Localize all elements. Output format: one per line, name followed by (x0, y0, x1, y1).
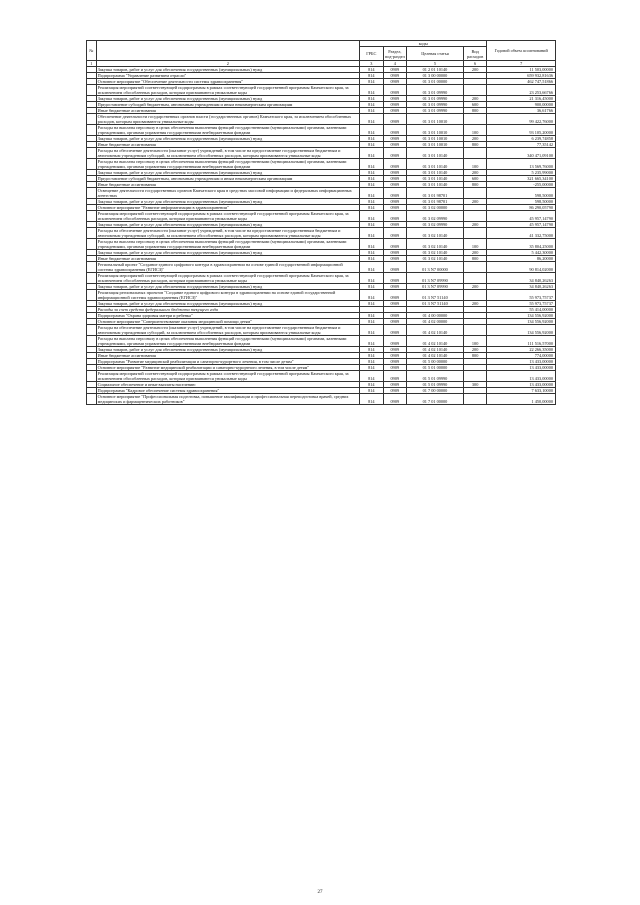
row-razdel: 0909 (383, 388, 407, 394)
table-body (87, 67, 556, 405)
row-razdel: 0909 (383, 228, 407, 239)
row-description: Социальное обеспечение и иные выплаты населению (96, 382, 359, 388)
row-vid (463, 325, 487, 336)
row-description: Реализация региональных проектов "Создание единого цифрового контура в здравоохранении на основе единой государственной информационной системы здравоохранения (ЕГИСЗ)" (96, 290, 359, 301)
row-amount: 598,50000 (487, 199, 556, 205)
row-target: 01 3 01 10140 (407, 170, 464, 176)
row-no-cell (87, 188, 97, 199)
row-target: 01 3 02 09990 (407, 222, 464, 228)
row-razdel: 0909 (383, 125, 407, 136)
row-target: 01 3 01 10140 (407, 159, 464, 170)
table-row (87, 290, 556, 301)
row-vid: 100 (463, 336, 487, 347)
row-target: 01 5 00 00000 (407, 359, 464, 365)
row-grbs: 814 (360, 211, 384, 222)
row-amount: 462 747,51866 (487, 79, 556, 85)
row-grbs: 814 (360, 108, 384, 114)
row-razdel: 0909 (383, 273, 407, 284)
row-description: Иные бюджетные ассигнования (96, 353, 359, 359)
row-target: 01 3 N7 51140 (407, 301, 464, 307)
row-description: Закупка товаров, работ и услуг для обеспечения государственных (муниципальных) нужд (96, 136, 359, 142)
row-description: Подпрограмма "Кадровое обеспечение системы здравоохранения" (96, 388, 359, 394)
row-target: 01 3 01 00000 (407, 79, 464, 85)
index-cell: 4 (383, 61, 407, 67)
row-description: Основное мероприятие "Совершенствование оказания медицинской помощи детям" (96, 319, 359, 325)
row-target: 01 3 01 09990 (407, 102, 464, 108)
row-amount: 11 503,00000 (487, 67, 556, 73)
row-description: Расходы на выплаты персоналу в целях обеспечения выполнения функций государственными (муниципальными) органами, казенными учреждениями, органами управления государственными внебюджетными фондами (96, 125, 359, 136)
row-amount: -255,00000 (487, 182, 556, 188)
row-target: 01 4 00 00000 (407, 313, 464, 319)
row-vid: 200 (463, 347, 487, 353)
row-grbs: 814 (360, 125, 384, 136)
row-amount: 13 433,00000 (487, 359, 556, 365)
row-description: Расходы на обеспечение деятельности (оказание услуг) учреждений, в том числе на предоставление государственным бюджетным и автономным учреждениям субсидий, за исключением обособленных расходов, которым присваиваются уникальные коды (96, 325, 359, 336)
row-vid (463, 262, 487, 273)
row-no-cell (87, 148, 97, 159)
row-razdel: 0909 (383, 336, 407, 347)
row-description: Расходы на выплаты персоналу в целях обеспечения выполнения функций государственными (муниципальными) органами, казенными учреждениями, органами управления государственными внебюджетными фондами (96, 336, 359, 347)
row-description: Основное мероприятие "Развитие медицинской реабилитации и санаторно-курортного лечения, в том числе детям" (96, 365, 359, 371)
row-razdel: 0909 (383, 67, 407, 73)
header-no: № (87, 41, 97, 61)
row-description: Основное мероприятие "Развитие информатизации в здравоохранении" (96, 205, 359, 211)
index-cell: 2 (96, 61, 359, 67)
row-razdel: 0909 (383, 262, 407, 273)
row-razdel: 0909 (383, 102, 407, 108)
row-amount: 6 239,74858 (487, 136, 556, 142)
row-grbs: 814 (360, 79, 384, 85)
row-amount: 55 414,00000 (487, 307, 556, 313)
row-vid (463, 371, 487, 382)
row-grbs: 814 (360, 136, 384, 142)
row-razdel: 0909 (383, 222, 407, 228)
row-description: Региональный проект "Создание единого цифрового контура в здравоохранении на основе единой государственной информационной системы здравоохранения (ЕГИСЗ)" (96, 262, 359, 273)
table-row (87, 114, 556, 125)
budget-table (86, 40, 556, 405)
row-amount: 86,20000 (487, 256, 556, 262)
row-amount: 659 932,81636 (487, 73, 556, 79)
row-description: Подпрограмма "Развитие медицинской реабилитации и санаторно-курортного лечения, в том числе детям" (96, 359, 359, 365)
row-description: Реализация мероприятий соответствующей подпрограммы в рамках соответствующей государственной программы Камчатского края, за исключением обособленных расходов, которым присваиваются уникальные коды (96, 273, 359, 284)
row-description: Иные бюджетные ассигнования (96, 256, 359, 262)
row-vid (463, 188, 487, 199)
row-vid: 100 (463, 159, 487, 170)
header-name (96, 41, 359, 61)
row-grbs: 814 (360, 301, 384, 307)
row-amount: 900,00000 (487, 102, 556, 108)
row-amount: 134 556,92000 (487, 319, 556, 325)
row-razdel: 0909 (383, 85, 407, 96)
row-amount: 22 266,35000 (487, 347, 556, 353)
row-grbs: 814 (360, 114, 384, 125)
row-grbs: 814 (360, 325, 384, 336)
row-description: Расходы на выплаты персоналу в целях обеспечения выполнения функций государственными (муниципальными) органами, казенными учреждениями, органами управления государственными внебюджетными фондами (96, 239, 359, 250)
row-vid: 200 (463, 301, 487, 307)
row-target: 01 3 02 09990 (407, 211, 464, 222)
row-grbs: 814 (360, 73, 384, 79)
row-target: 01 4 02 10140 (407, 325, 464, 336)
row-amount: 99 422,76000 (487, 114, 556, 125)
row-amount: 321 665,34100 (487, 176, 556, 182)
row-target: 01 3 02 10140 (407, 228, 464, 239)
header-razdel: Раздел, под-раздел (384, 48, 405, 59)
row-razdel: 0909 (383, 256, 407, 262)
row-razdel: 0909 (383, 73, 407, 79)
row-target: 01 3 01 10010 (407, 125, 464, 136)
row-grbs: 814 (360, 394, 384, 405)
row-grbs: 814 (360, 222, 384, 228)
row-amount: 5 442,30000 (487, 250, 556, 256)
row-description: Иные бюджетные ассигнования (96, 108, 359, 114)
table-row (87, 159, 556, 170)
row-amount: 5 235,99000 (487, 170, 556, 176)
row-vid (463, 394, 487, 405)
table-row (87, 211, 556, 222)
header-vid: Вид расходов (463, 47, 487, 61)
row-no-cell (87, 371, 97, 382)
row-amount: 86 290,05790 (487, 205, 556, 211)
header-amount: Годовой объем ассигнований (487, 41, 556, 61)
row-vid: 200 (463, 199, 487, 205)
row-grbs: 814 (360, 148, 384, 159)
row-grbs: 814 (360, 262, 384, 273)
row-grbs: 814 (360, 159, 384, 170)
row-no-cell (87, 125, 97, 136)
table-row (87, 336, 556, 347)
row-grbs: 814 (360, 365, 384, 371)
row-vid: 800 (463, 182, 487, 188)
row-target: 01 3 00 00000 (407, 73, 464, 79)
row-grbs: 814 (360, 371, 384, 382)
row-grbs: 814 (360, 176, 384, 182)
row-amount: 41 332,75000 (487, 228, 556, 239)
table-row (87, 394, 556, 405)
row-razdel: 0909 (383, 290, 407, 301)
table-row (87, 85, 556, 96)
row-amount: 35 804,25000 (487, 239, 556, 250)
index-cell: 7 (487, 61, 556, 67)
row-razdel: 0909 (383, 159, 407, 170)
row-amount: 93 105,20000 (487, 125, 556, 136)
row-description: Закупка товаров, работ и услуг для обеспечения государственных (муниципальных) нужд (96, 250, 359, 256)
row-target: 01 4 02 10140 (407, 336, 464, 347)
row-description: Закупка товаров, работ и услуг для обеспечения государственных (муниципальных) нужд (96, 199, 359, 205)
row-amount: 45 957,14790 (487, 211, 556, 222)
row-target: 01 3 01 98701 (407, 199, 464, 205)
row-target: 01 4 02 10140 (407, 353, 464, 359)
row-amount: 774,00000 (487, 353, 556, 359)
row-description: Закупка товаров, работ и услуг для обеспечения государственных (муниципальных) нужд (96, 301, 359, 307)
row-description: Расходы на обеспечение деятельности (оказание услуг) учреждений, в том числе на предоставление государственным бюджетным и автономным учреждениям субсидий, за исключением обособленных расходов, которым присваиваются уникальные коды (96, 228, 359, 239)
row-description: Реализация мероприятий соответствующей подпрограммы в рамках соответствующей государственной программы Камчатского края, за исключением обособленных расходов, которым присваиваются уникальные коды (96, 371, 359, 382)
index-cell: 1 (87, 61, 97, 67)
row-no-cell (87, 228, 97, 239)
row-description: Освещение деятельности государственных органов Камчатского края в средствах массовой информации и федеральных информационных агентствах (96, 188, 359, 199)
row-grbs: 814 (360, 353, 384, 359)
row-target: 01 3 01 09990 (407, 96, 464, 102)
row-grbs: 814 (360, 199, 384, 205)
row-target: 01 3 01 10140 (407, 148, 464, 159)
row-vid: 100 (463, 239, 487, 250)
row-razdel: 0909 (383, 371, 407, 382)
row-vid: 300 (463, 382, 487, 388)
row-grbs: 814 (360, 96, 384, 102)
row-razdel: 0909 (383, 148, 407, 159)
row-description: Предоставление субсидий бюджетным, автономным учреждениям и иным некоммерческим организациям (96, 176, 359, 182)
row-razdel: 0909 (383, 301, 407, 307)
row-grbs: 814 (360, 228, 384, 239)
row-grbs: 814 (360, 319, 384, 325)
row-razdel: 0909 (383, 382, 407, 388)
row-no-cell (87, 325, 97, 336)
header-codes: коды (360, 41, 487, 47)
row-grbs: 814 (360, 250, 384, 256)
row-razdel: 0909 (383, 176, 407, 182)
row-grbs: 814 (360, 67, 384, 73)
row-razdel: 0909 (383, 359, 407, 365)
row-grbs: 814 (360, 170, 384, 176)
row-grbs: 814 (360, 359, 384, 365)
row-target: 01 3 01 09990 (407, 85, 464, 96)
row-vid: 200 (463, 222, 487, 228)
row-grbs: 814 (360, 290, 384, 301)
row-grbs: 814 (360, 382, 384, 388)
row-target: 01 3 01 10010 (407, 136, 464, 142)
row-razdel: 0909 (383, 353, 407, 359)
row-amount: 13 569,76000 (487, 159, 556, 170)
row-no-cell (87, 211, 97, 222)
row-description: Основное мероприятие "Профессиональная подготовка, повышение квалификации и профессиональная переподготовка врачей, средних медицинских и фармацевтических работников" (96, 394, 359, 405)
row-target: 01 5 01 00000 (407, 365, 464, 371)
row-no-cell (87, 290, 97, 301)
row-amount: 36,61766 (487, 108, 556, 114)
row-amount: 134 556,92000 (487, 313, 556, 319)
row-target: 01 3 02 10140 (407, 250, 464, 256)
header-grbs: ГРБС (360, 47, 384, 61)
row-amount: 134 556,92000 (487, 325, 556, 336)
row-grbs: 814 (360, 313, 384, 319)
row-amount: 45 957,14790 (487, 222, 556, 228)
row-razdel: 0909 (383, 182, 407, 188)
row-razdel: 0909 (383, 188, 407, 199)
row-vid: 200 (463, 96, 487, 102)
row-vid: 800 (463, 353, 487, 359)
page-number: 27 (317, 890, 323, 895)
row-vid: 100 (463, 125, 487, 136)
row-target: 01 3 01 09990 (407, 108, 464, 114)
row-amount: 13 433,00000 (487, 365, 556, 371)
row-description: Расходы на обеспечение деятельности (оказание услуг) учреждений, в том числе на предоставление государственным бюджетным и автономным учреждениям субсидий, за исключением обособленных расходов, которым присваиваются уникальные коды (96, 148, 359, 159)
table-row (87, 188, 556, 199)
row-grbs: 814 (360, 347, 384, 353)
row-no-cell (87, 394, 97, 405)
row-grbs: 814 (360, 205, 384, 211)
row-description: Реализация мероприятий соответствующей подпрограммы в рамках соответствующей государственной программы Камчатского края, за исключением обособленных расходов, которым присваиваются уникальные коды (96, 211, 359, 222)
table-row (87, 325, 556, 336)
row-vid: 200 (463, 170, 487, 176)
row-target: 01 3 01 10140 (407, 182, 464, 188)
row-description: Подпрограмма "Охрана здоровья матери и ребенка" (96, 313, 359, 319)
row-vid: 800 (463, 256, 487, 262)
row-description: Иные бюджетные ассигнования (96, 142, 359, 148)
row-target: 01 2 01 10140 (407, 67, 464, 73)
row-target: 01 3 02 00000 (407, 205, 464, 211)
row-razdel: 0909 (383, 284, 407, 290)
row-amount: 77,35142 (487, 142, 556, 148)
row-target: 01 3 N7 51140 (407, 290, 464, 301)
row-grbs: 814 (360, 102, 384, 108)
row-target: 01 3 02 10140 (407, 239, 464, 250)
row-razdel: 0909 (383, 250, 407, 256)
row-razdel: 0909 (383, 114, 407, 125)
row-description: Иные бюджетные ассигнования (96, 182, 359, 188)
row-no-cell (87, 239, 97, 250)
row-description: Обеспечение деятельности государственных органов власти (государственных органов) Камчатского края, за исключением обособленных расходов, которым присваиваются уникальные коды (96, 114, 359, 125)
row-amount: 13 433,00000 (487, 382, 556, 388)
row-description: Закупка товаров, работ и услуг для обеспечения государственных (муниципальных) нужд (96, 67, 359, 73)
row-amount: 1 450,00000 (487, 394, 556, 405)
row-description: Подпрограмма "Управление развитием отрасли" (96, 73, 359, 79)
row-razdel: 0909 (383, 319, 407, 325)
row-razdel: 0909 (383, 325, 407, 336)
row-no-cell (87, 85, 97, 96)
row-target: 01 4 02 10140 (407, 347, 464, 353)
row-grbs: 814 (360, 188, 384, 199)
table-row (87, 148, 556, 159)
row-grbs: 814 (360, 256, 384, 262)
row-amount: 598,50000 (487, 188, 556, 199)
row-razdel: 0909 (383, 211, 407, 222)
row-amount: 34 840,26263 (487, 284, 556, 290)
row-razdel: 0909 (383, 394, 407, 405)
table-row (87, 228, 556, 239)
row-description: Реализация мероприятий соответствующей подпрограммы в рамках соответствующей государственной программы Камчатского края, за исключением обособленных расходов, которым присваиваются уникальные коды (96, 85, 359, 96)
row-vid: 200 (463, 284, 487, 290)
row-razdel: 0909 (383, 170, 407, 176)
row-amount: 90 814,02000 (487, 262, 556, 273)
row-target: 01 3 01 98701 (407, 188, 464, 199)
row-razdel: 0909 (383, 313, 407, 319)
row-target: 01 3 01 10010 (407, 114, 464, 125)
row-grbs: 814 (360, 284, 384, 290)
row-target: 01 3 N7 00000 (407, 262, 464, 273)
row-amount: 21 316,45000 (487, 96, 556, 102)
row-target: 01 7 01 00000 (407, 394, 464, 405)
row-razdel: 0909 (383, 136, 407, 142)
row-description: Расходы за счет средств федерального бюджета текущего года (96, 307, 359, 313)
budget-table-sheet (86, 40, 556, 405)
row-target: 01 5 01 09990 (407, 371, 464, 382)
row-description: Закупка товаров, работ и услуг для обеспечения государственных (муниципальных) нужд (96, 96, 359, 102)
row-vid: 600 (463, 102, 487, 108)
row-target: 01 3 N7 09990 (407, 273, 464, 284)
row-grbs: 814 (360, 336, 384, 347)
index-cell: 6 (463, 61, 487, 67)
row-razdel: 0909 (383, 142, 407, 148)
table-row (87, 125, 556, 136)
row-razdel: 0909 (383, 347, 407, 353)
row-target: 01 7 00 00000 (407, 388, 464, 394)
index-cell: 5 (407, 61, 464, 67)
row-vid (463, 85, 487, 96)
row-vid (463, 273, 487, 284)
row-description: Закупка товаров, работ и услуг для обеспечения государственных (муниципальных) нужд (96, 347, 359, 353)
row-no-cell (87, 159, 97, 170)
row-description: Закупка товаров, работ и услуг для обеспечения государственных (муниципальных) нужд (96, 284, 359, 290)
row-vid (463, 114, 487, 125)
row-grbs: 814 (360, 239, 384, 250)
row-amount: 23 253,66766 (487, 85, 556, 96)
row-razdel: 0909 (383, 108, 407, 114)
row-vid: 200 (463, 67, 487, 73)
row-vid (463, 211, 487, 222)
row-vid (463, 290, 487, 301)
row-amount: 340 471,09100 (487, 148, 556, 159)
row-razdel: 0909 (383, 205, 407, 211)
table-row (87, 262, 556, 273)
row-vid: 200 (463, 250, 487, 256)
row-grbs: 814 (360, 273, 384, 284)
row-grbs: 814 (360, 85, 384, 96)
row-amount: 111 516,57000 (487, 336, 556, 347)
index-cell: 3 (360, 61, 384, 67)
row-grbs: 814 (360, 182, 384, 188)
row-description: Основное мероприятие "Обеспечение деятельности системы здравоохранения" (96, 79, 359, 85)
row-grbs: 814 (360, 142, 384, 148)
row-target: 01 3 01 10140 (407, 176, 464, 182)
table-row (87, 371, 556, 382)
row-description: Расходы на выплаты персоналу в целях обеспечения выполнения функций государственными (муниципальными) органами, казенными учреждениями, органами управления государственными внебюджетными фондами (96, 159, 359, 170)
row-no-cell (87, 262, 97, 273)
row-no-cell (87, 336, 97, 347)
row-razdel: 0909 (383, 79, 407, 85)
row-target: 01 5 01 09990 (407, 382, 464, 388)
row-no-cell (87, 114, 97, 125)
row-razdel: 0909 (383, 239, 407, 250)
table-row (87, 273, 556, 284)
row-razdel: 0909 (383, 199, 407, 205)
row-amount: 13 433,00000 (487, 371, 556, 382)
row-vid: 200 (463, 136, 487, 142)
row-description: Предоставление субсидий бюджетным, автономным учреждениям и иным некоммерческим организациям (96, 102, 359, 108)
row-vid: 800 (463, 108, 487, 114)
row-razdel: 0909 (383, 365, 407, 371)
row-grbs: 814 (360, 388, 384, 394)
row-vid: 800 (463, 142, 487, 148)
row-description: Закупка товаров, работ и услуг для обеспечения государственных (муниципальных) нужд (96, 222, 359, 228)
row-vid (463, 228, 487, 239)
table-row (87, 239, 556, 250)
row-amount: 55 973,75737 (487, 301, 556, 307)
row-description: Закупка товаров, работ и услуг для обеспечения государственных (муниципальных) нужд (96, 170, 359, 176)
row-vid: 600 (463, 176, 487, 182)
header-target: Целевая статья (407, 47, 464, 61)
row-amount: 55 973,75737 (487, 290, 556, 301)
row-no-cell (87, 273, 97, 284)
row-amount: 34 840,26263 (487, 273, 556, 284)
row-target: 01 3 02 10140 (407, 256, 464, 262)
row-target: 01 3 N7 09990 (407, 284, 464, 290)
row-razdel: 0909 (383, 96, 407, 102)
row-target: 01 4 02 00000 (407, 319, 464, 325)
row-vid (463, 148, 487, 159)
table-header (87, 41, 556, 67)
row-amount: 7 633,10000 (487, 388, 556, 394)
row-target: 01 3 01 10010 (407, 142, 464, 148)
